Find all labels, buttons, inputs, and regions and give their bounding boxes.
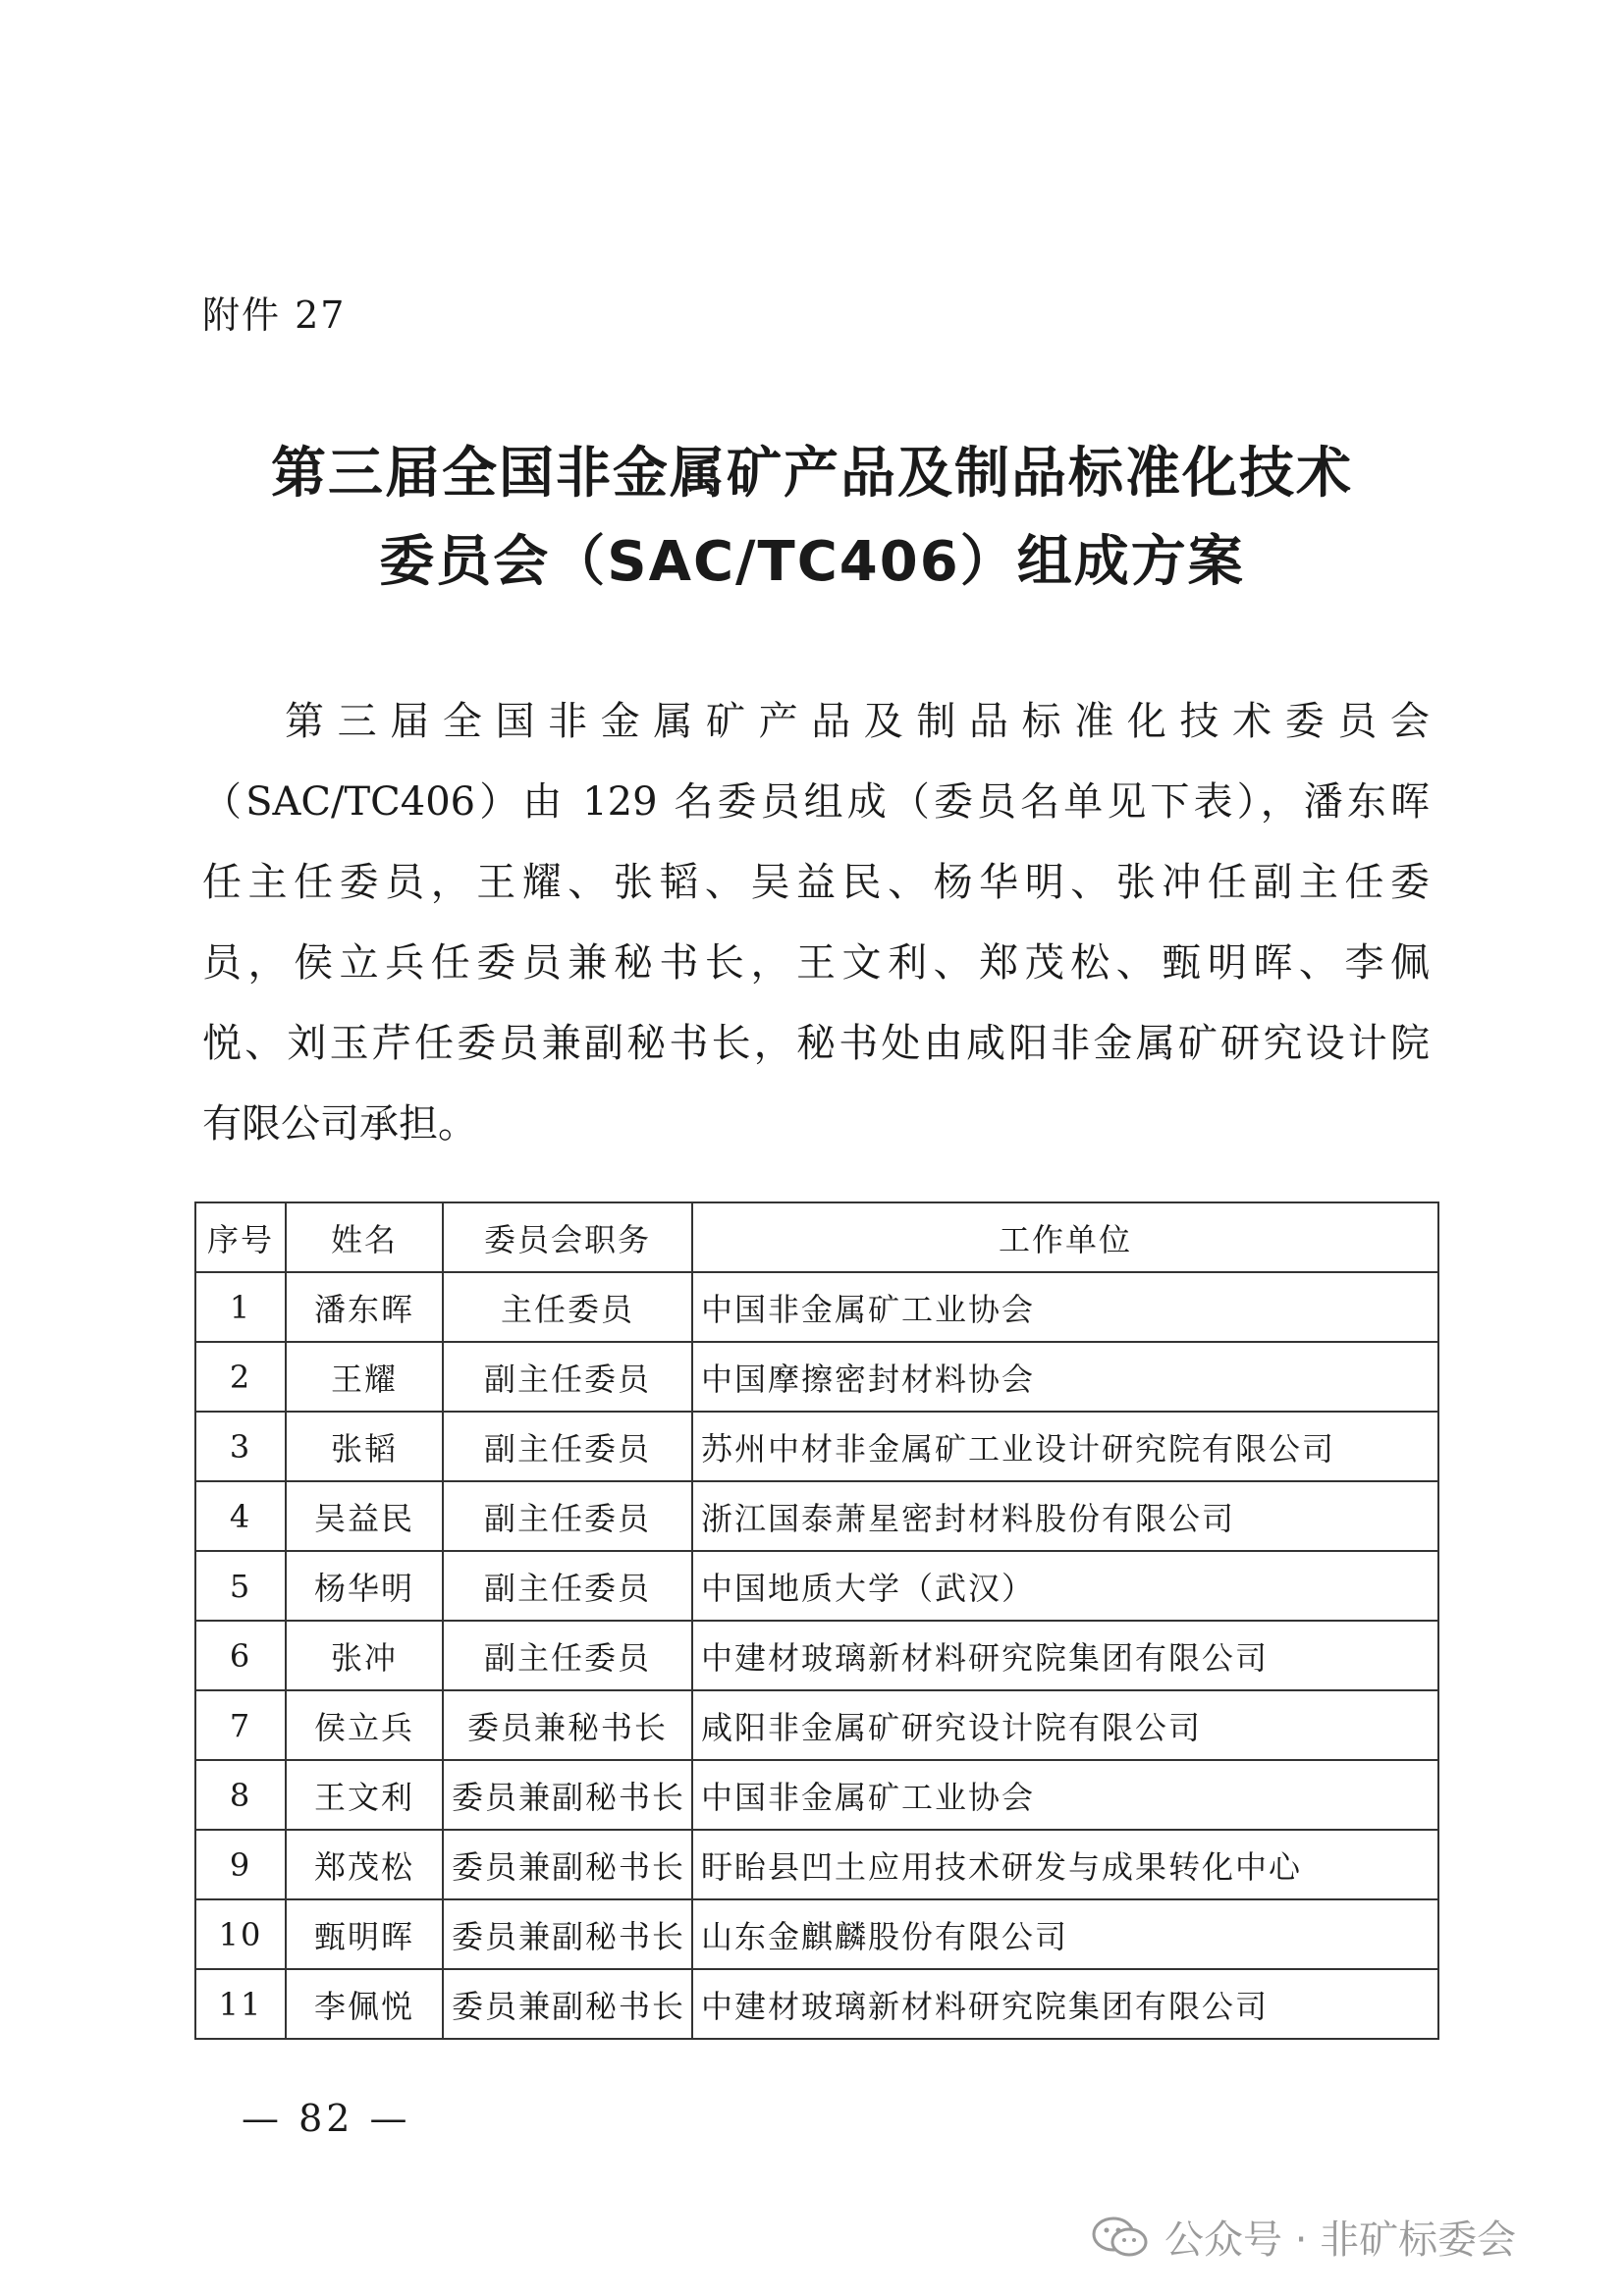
table-row	[195, 1481, 1438, 1551]
intro-line: 员，侯立兵任委员兼秘书长，王文利、郑茂松、甄明晖、李佩	[202, 940, 1430, 986]
table-row	[195, 1760, 1438, 1830]
cell-role: 副主任委员	[443, 1551, 692, 1621]
cell-name: 王文利	[286, 1760, 443, 1830]
cell-role: 委员兼副秘书长	[443, 1830, 692, 1899]
cell-number: 4	[195, 1481, 286, 1551]
member-table	[194, 1201, 1439, 2040]
header-role: 委员会职务	[443, 1202, 692, 1272]
cell-number: 10	[195, 1899, 286, 1969]
header-number: 序号	[195, 1202, 286, 1272]
cell-number: 9	[195, 1830, 286, 1899]
attachment-label: 附件 27	[202, 294, 347, 337]
cell-role: 委员兼副秘书长	[443, 1760, 692, 1830]
cell-organization: 中国非金属矿工业协会	[692, 1272, 1438, 1342]
cell-number: 11	[195, 1969, 286, 2039]
cell-organization: 中建材玻璃新材料研究院集团有限公司	[692, 1969, 1438, 2039]
cell-name: 张韬	[286, 1412, 443, 1481]
cell-name: 张冲	[286, 1621, 443, 1690]
table-row	[195, 1342, 1438, 1412]
cell-number: 3	[195, 1412, 286, 1481]
cell-number: 5	[195, 1551, 286, 1621]
header-name: 姓名	[286, 1202, 443, 1272]
intro-line: 任主任委员，王耀、张韬、吴益民、杨华明、张冲任副主任委	[202, 860, 1430, 905]
wechat-icon	[1090, 2216, 1151, 2259]
cell-organization: 中国摩擦密封材料协会	[692, 1342, 1438, 1412]
intro-line: 悦、刘玉芹任委员兼副秘书长，秘书处由咸阳非金属矿研究设计院	[202, 1021, 1430, 1066]
cell-role: 委员兼秘书长	[443, 1690, 692, 1760]
document-title-line-2: 委员会（SAC/TC406）组成方案	[379, 530, 1245, 594]
page-number: — 82 —	[242, 2097, 411, 2140]
cell-role: 委员兼副秘书长	[443, 1969, 692, 2039]
cell-name: 李佩悦	[286, 1969, 443, 2039]
cell-organization: 中国地质大学（武汉）	[692, 1551, 1438, 1621]
cell-role: 委员兼副秘书长	[443, 1899, 692, 1969]
cell-name: 吴益民	[286, 1481, 443, 1551]
table-row	[195, 1830, 1438, 1899]
cell-number: 2	[195, 1342, 286, 1412]
wechat-watermark	[1090, 2209, 1516, 2265]
table-row	[195, 1551, 1438, 1621]
cell-name: 甄明晖	[286, 1899, 443, 1969]
cell-role: 副主任委员	[443, 1621, 692, 1690]
table-row	[195, 1969, 1438, 2039]
cell-number: 7	[195, 1690, 286, 1760]
cell-number: 1	[195, 1272, 286, 1342]
cell-name: 王耀	[286, 1342, 443, 1412]
cell-organization: 山东金麒麟股份有限公司	[692, 1899, 1438, 1969]
table-row	[195, 1899, 1438, 1969]
table-header-row	[195, 1202, 1438, 1272]
cell-name: 侯立兵	[286, 1690, 443, 1760]
table-row	[195, 1272, 1438, 1342]
cell-organization: 中建材玻璃新材料研究院集团有限公司	[692, 1621, 1438, 1690]
intro-line: 有限公司承担。	[202, 1101, 477, 1147]
cell-name: 杨华明	[286, 1551, 443, 1621]
cell-name: 郑茂松	[286, 1830, 443, 1899]
cell-role: 副主任委员	[443, 1412, 692, 1481]
cell-organization: 咸阳非金属矿研究设计院有限公司	[692, 1690, 1438, 1760]
cell-name: 潘东晖	[286, 1272, 443, 1342]
cell-organization: 盱眙县凹土应用技术研发与成果转化中心	[692, 1830, 1438, 1899]
header-organization: 工作单位	[692, 1202, 1438, 1272]
intro-line: （SAC/TC406）由 129 名委员组成（委员名单见下表），潘东晖	[202, 779, 1430, 825]
table-row	[195, 1412, 1438, 1481]
table-row	[195, 1690, 1438, 1760]
cell-organization: 浙江国泰萧星密封材料股份有限公司	[692, 1481, 1438, 1551]
cell-organization: 苏州中材非金属矿工业设计研究院有限公司	[692, 1412, 1438, 1481]
watermark-text: 公众号 · 非矿标委会	[1164, 2217, 1517, 2263]
cell-number: 8	[195, 1760, 286, 1830]
cell-organization: 中国非金属矿工业协会	[692, 1760, 1438, 1830]
table-row	[195, 1621, 1438, 1690]
cell-role: 主任委员	[443, 1272, 692, 1342]
cell-number: 6	[195, 1621, 286, 1690]
cell-role: 副主任委员	[443, 1342, 692, 1412]
cell-role: 副主任委员	[443, 1481, 692, 1551]
intro-line: 第三届全国非金属矿产品及制品标准化技术委员会	[285, 699, 1430, 744]
document-title-line-1: 第三届全国非金属矿产品及制品标准化技术	[271, 442, 1353, 506]
